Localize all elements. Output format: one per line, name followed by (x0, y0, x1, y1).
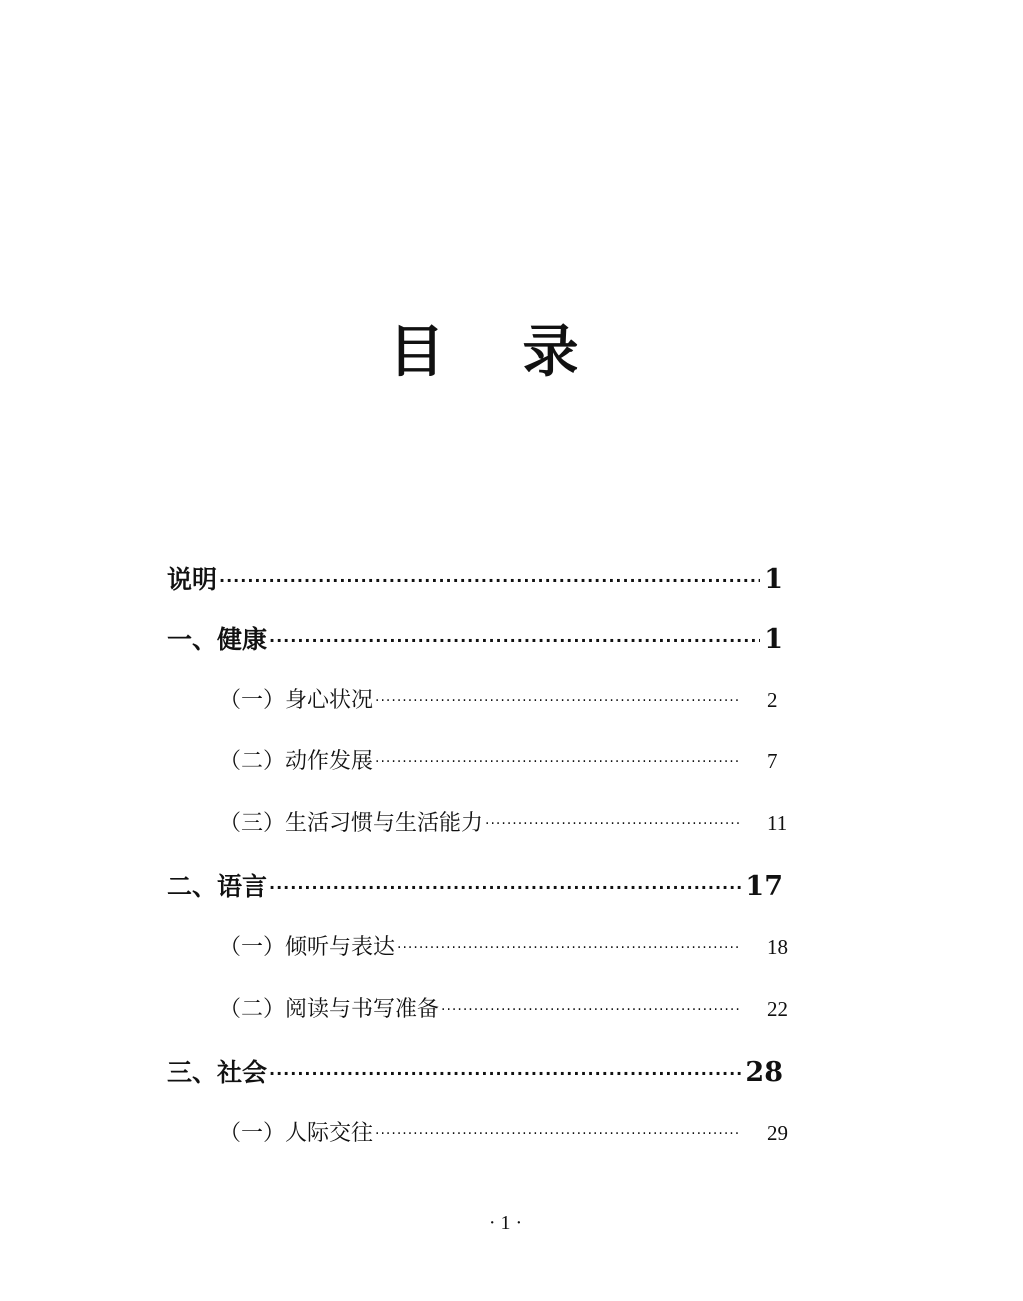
toc-entry-page: 11 (767, 811, 788, 835)
toc-entry-page: 17 (745, 871, 783, 902)
toc-entry-label: 二、语言 (167, 872, 268, 901)
page-title (0, 318, 995, 388)
toc-entry-page: 1 (764, 624, 783, 655)
toc-entry-label: 三、社会 (167, 1058, 268, 1087)
toc-entry-page: 29 (767, 1121, 788, 1145)
dot-leader (375, 747, 739, 772)
toc-entry-shehui[interactable] (167, 1053, 783, 1089)
toc-entry-label: （二）动作发展 (219, 749, 374, 774)
toc-entry-yuedu[interactable] (219, 992, 791, 1023)
dot-leader (441, 995, 739, 1020)
toc-entry-page: 18 (767, 935, 788, 959)
page-number: · 1 · (488, 1212, 523, 1234)
toc-entry-label: （二）阅读与书写准备 (219, 997, 440, 1022)
toc-entry-shenxin[interactable] (219, 683, 791, 714)
toc-entry-shenghuo[interactable] (219, 806, 791, 837)
toc-entry-page: 1 (764, 564, 783, 595)
toc-entry-renji[interactable] (219, 1116, 791, 1147)
dot-leader (269, 1056, 741, 1085)
toc-entry-label: 说明 (167, 565, 218, 594)
dot-leader (485, 809, 739, 834)
page-title-char-1: 目 (388, 320, 445, 385)
toc-entry-page: 22 (767, 997, 788, 1021)
toc-entry-label: （一）倾听与表达 (219, 935, 396, 960)
dot-leader (219, 563, 760, 592)
toc-entry-dongzuo[interactable] (219, 744, 791, 775)
dot-leader (375, 1119, 739, 1144)
toc-entry-label: （三）生活习惯与生活能力 (219, 811, 484, 836)
toc-entry-shuoming[interactable] (167, 560, 783, 596)
toc-entry-label: （一）身心状况 (219, 688, 374, 713)
toc-entry-yuyan[interactable] (167, 867, 783, 903)
toc-entry-page: 28 (745, 1057, 783, 1088)
toc-entry-page: 7 (767, 749, 778, 773)
page-title-char-2: 录 (522, 320, 579, 385)
toc-entry-page: 2 (767, 688, 778, 712)
dot-leader (269, 870, 741, 899)
toc-entry-label: 一、健康 (167, 625, 268, 654)
dot-leader (375, 686, 739, 711)
dot-leader (397, 933, 739, 958)
toc-entry-qingting[interactable] (219, 930, 791, 961)
toc-entry-label: （一）人际交往 (219, 1121, 374, 1146)
dot-leader (269, 623, 760, 652)
toc-entry-jiankang[interactable] (167, 620, 783, 656)
